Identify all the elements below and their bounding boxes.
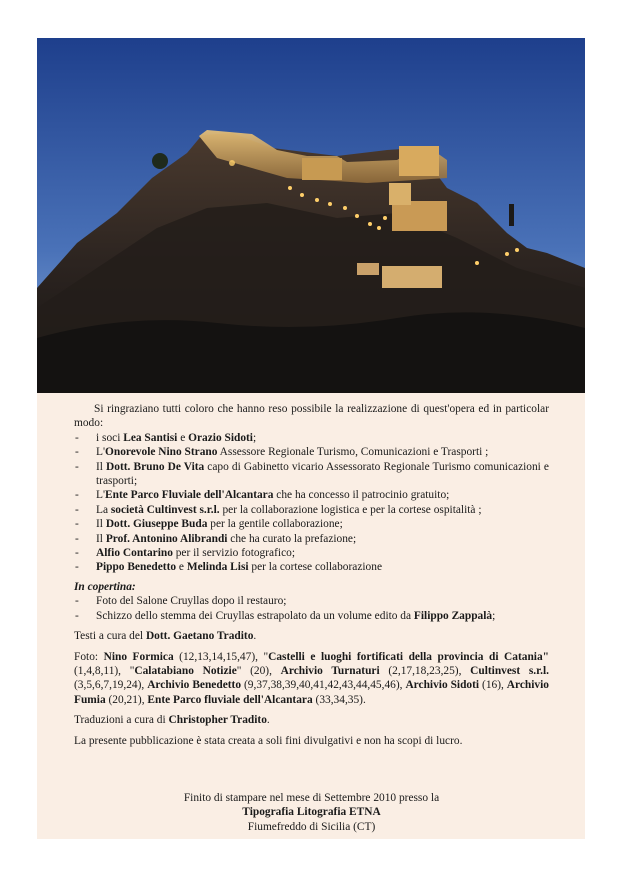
list-item: - Schizzo dello stemma dei Cruyllas estrapolato da un volume edito da Filippo Zappalà;: [74, 609, 549, 623]
list-item: - Pippo Benedetto e Melinda Lisi per la cortese collaborazione: [74, 560, 549, 574]
list-item: - Foto del Salone Cruyllas dopo il restauro;: [74, 594, 549, 608]
colophon-line: Finito di stampare nel mese di Settembre 2010 presso la: [183, 792, 440, 804]
list-item: - Il Prof. Antonino Alibrandi che ha curato la prefazione;: [74, 532, 549, 546]
intro-text: Si ringraziano tutti coloro che hanno reso possibile la realizzazione di quest'opera ed in particolar modo:: [74, 403, 549, 430]
disclaimer: La presente pubblicazione è stata creata a soli fini divulgativi e non ha scopi di lucro.: [74, 734, 463, 747]
list-item: - Il Dott. Bruno De Vita capo di Gabinetto vicario Assessorato Regionale Turismo comunicazioni e trasporti;: [74, 460, 549, 489]
thanks-list: [74, 431, 549, 575]
castle-photo-illustration: [37, 38, 585, 393]
translations-credit: Traduzioni a cura di Christopher Tradito.: [74, 714, 270, 727]
acknowledgements: [74, 402, 549, 748]
texts-credit: Testi a cura del Dott. Gaetano Tradito.: [74, 630, 257, 643]
cover-heading: In copertina:: [74, 580, 136, 593]
list-item: - La società Cultinvest s.r.l. per la collaborazione logistica e per la cortese ospitalità ;: [74, 503, 549, 517]
list-item: - L'Onorevole Nino Strano Assessore Regionale Turismo, Comunicazioni e Trasporti ;: [74, 445, 549, 459]
cover-list: [74, 594, 549, 623]
colophon: [74, 791, 549, 834]
list-item: - Alfio Contarino per il servizio fotografico;: [74, 546, 549, 560]
printer-name: Tipografia Litografia ETNA: [242, 806, 381, 819]
list-item: - Il Dott. Giuseppe Buda per la gentile collaborazione;: [74, 517, 549, 531]
colophon-line: Fiumefreddo di Sicilia (CT): [247, 820, 376, 833]
list-item: - L'Ente Parco Fluviale dell'Alcantara che ha concesso il patrocinio gratuito;: [74, 488, 549, 502]
photo-credits: Foto: Nino Formica (12,13,14,15,47), "Castelli e luoghi fortificati della provincia di Catania" (1,4,8,11), "Calatabiano Notizie" (20), Archivio Turnaturi (2,17,18,23,25), Cultinvest s.r.l. (3,5,6,7,19,24), Archivio Benedetto (9,37,38,39,40,41,42,43,44,45,46), Archivio Sidoti (16), Archivio Fumia (20,21), Ente Parco fluviale dell'Alcantara (33,34,35).: [74, 650, 550, 706]
list-item: - i soci Lea Santisi e Orazio Sidoti;: [74, 431, 549, 445]
castle-photo: [37, 38, 585, 393]
